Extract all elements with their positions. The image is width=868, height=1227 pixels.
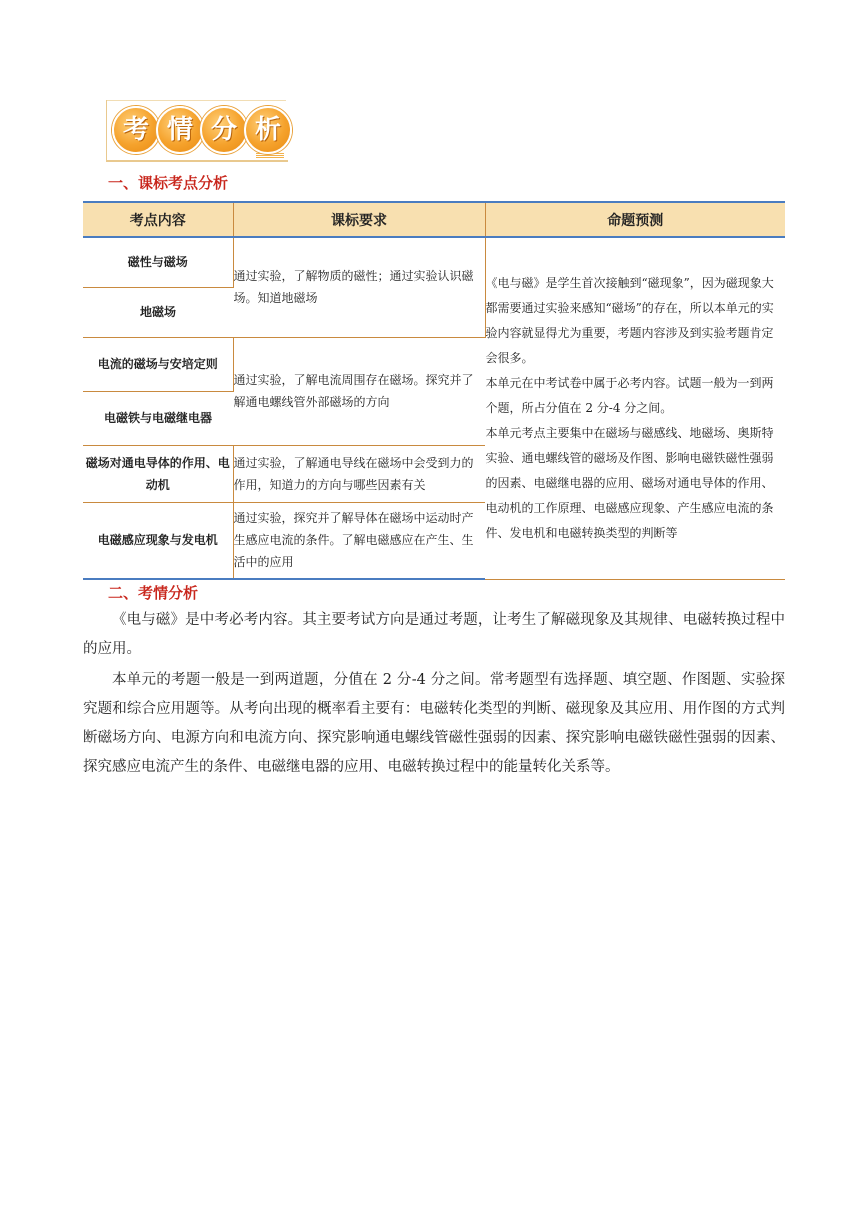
header-point: 考点内容 — [83, 202, 233, 237]
requirement-cell: 通过实验，了解物质的磁性；通过实验认识磁场。知道地磁场 — [233, 237, 485, 337]
analysis-paragraph-1: 《电与磁》是中考必考内容。其主要考试方向是通过考题，让考生了解磁现象及其规律、电磁转换过程中的应用。 — [83, 612, 785, 657]
point-cell: 磁场对通电导体的作用、电动机 — [83, 445, 233, 502]
section-2-title: 二、考情分析 — [108, 584, 199, 602]
requirement-cell: 通过实验，了解电流周围存在磁场。探究并了解通电螺线管外部磁场的方向 — [233, 337, 485, 445]
table-row — [83, 237, 785, 287]
requirement-cell: 通过实验，探究并了解导体在磁场中运动时产生感应电流的条件。了解电磁感应在产生、生活中的应用 — [233, 502, 485, 579]
header-prediction: 命题预测 — [485, 202, 785, 237]
header-requirement: 课标要求 — [233, 202, 485, 237]
point-cell: 电磁感应现象与发电机 — [83, 502, 233, 579]
point-cell: 磁性与磁场 — [83, 237, 233, 287]
banner-bottom-line — [106, 160, 288, 162]
analysis-paragraph-2: 本单元的考题一般是一到两道题，分值在 2 分-4 分之间。常考题型有选择题、填空题、作图题、实验探究题和综合应用题等。从考向出现的概率看主要有：电磁转化类型的判断、磁现象及其应用、用作图的方式判断磁场方向、电源方向和电流方向、探究影响通电螺线管磁性强弱的因素、探究影响电磁铁磁性强弱的因素、探究感应电流产生的条件、电磁继电器的应用、电磁转换过程中的能量转化关系等。 — [83, 672, 785, 775]
point-cell: 电流的磁场与安培定则 — [83, 337, 233, 391]
prediction-paragraph: 本单元在中考试卷中属于必考内容。试题一般为一到两个题，所占分值在 2 分-4 分之间。 — [485, 375, 774, 415]
banner-char-4: 析 — [244, 106, 292, 154]
banner-left-line — [106, 100, 107, 162]
prediction-cell — [485, 237, 785, 579]
prediction-paragraph: 本单元考点主要集中在磁场与磁感线、地磁场、奥斯特实验、通电螺线管的磁场及作图、影响电磁铁磁性强弱的因素、电磁继电器的应用、磁场对通电导体的作用、电动机的工作原理、电磁感应现象、产生感应电流的条件、发电机和电磁转换类型的判断等 — [485, 425, 774, 540]
banner-char-1: 考 — [112, 106, 160, 154]
banner-top-line — [106, 100, 286, 101]
curriculum-table — [83, 201, 785, 580]
prediction-paragraph: 《电与磁》是学生首次接触到“磁现象”，因为磁现象大都需要通过实验来感知“磁场”的存在，所以本单元的实验内容就显得尤为重要，考题内容涉及到实验考题肯定会很多。 — [485, 275, 774, 365]
banner-char-2: 情 — [156, 106, 204, 154]
point-cell: 地磁场 — [83, 287, 233, 337]
section-1-title: 一、课标考点分析 — [108, 174, 229, 192]
table-header-row — [83, 202, 785, 237]
banner-char-3: 分 — [200, 106, 248, 154]
point-cell: 电磁铁与电磁继电器 — [83, 391, 233, 445]
requirement-cell: 通过实验，了解通电导线在磁场中会受到力的作用，知道力的方向与哪些因素有关 — [233, 445, 485, 502]
section-banner — [106, 100, 288, 164]
